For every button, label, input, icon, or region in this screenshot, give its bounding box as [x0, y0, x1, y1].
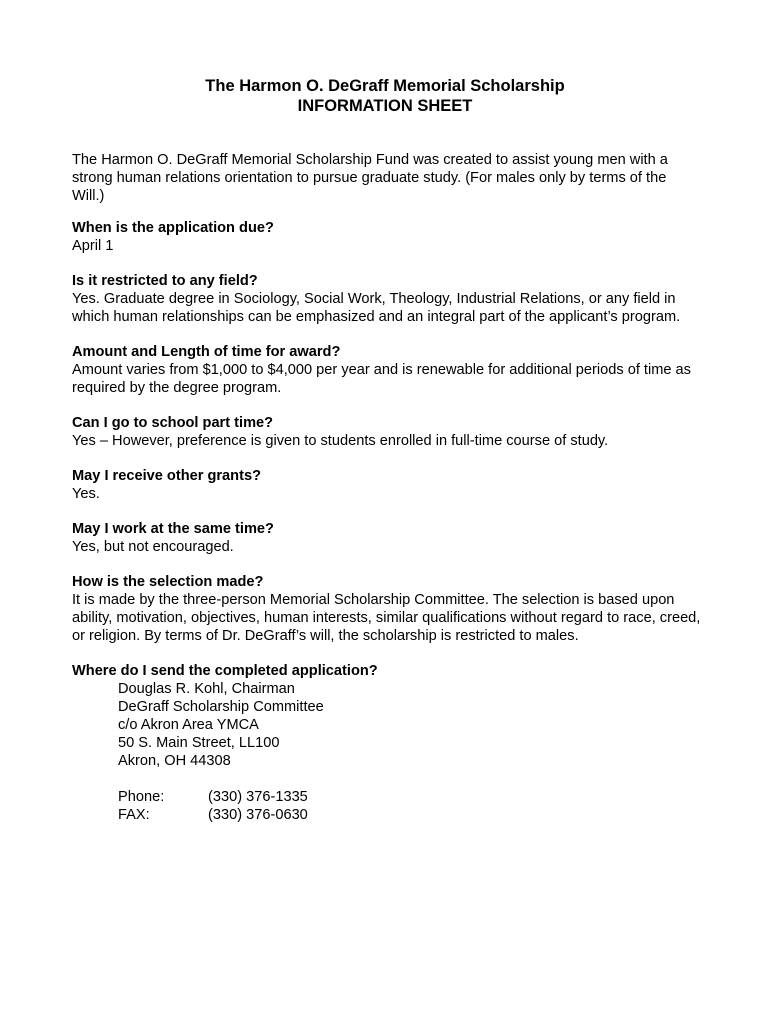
fax-row [118, 806, 702, 824]
question: May I work at the same time? [72, 521, 274, 537]
fax-label: FAX: [118, 807, 150, 823]
answer: April 1 [72, 238, 114, 254]
contact-info [118, 788, 702, 824]
answer: Yes. [72, 486, 100, 502]
qa-item-work [72, 520, 702, 556]
question: Is it restricted to any field? [72, 273, 258, 289]
question: Can I go to school part time? [72, 415, 274, 431]
qa-item-due-date [72, 219, 702, 255]
question: Where do I send the completed application? [72, 663, 378, 679]
question: How is the selection made? [72, 574, 264, 590]
phone-row [118, 788, 702, 806]
qa-item-other-grants [72, 467, 702, 503]
phone-label: Phone: [118, 789, 165, 805]
answer: Yes – However, preference is given to students enrolled in full-time course of study. [72, 433, 609, 449]
question: May I receive other grants? [72, 468, 261, 484]
document-body [72, 151, 702, 841]
qa-item-selection [72, 573, 702, 645]
address-line: c/o Akron Area YMCA [118, 717, 259, 733]
question: When is the application due? [72, 220, 274, 236]
intro-paragraph: The Harmon O. DeGraff Memorial Scholarship Fund was created to assist young men with a strong human relations orientation to pursue graduate study. (For males only by terms of the Will.) [72, 152, 668, 204]
document-title: The Harmon O. DeGraff Memorial Scholarship [205, 77, 565, 95]
address-line: DeGraff Scholarship Committee [118, 699, 324, 715]
address-line: Akron, OH 44308 [118, 753, 231, 769]
answer: It is made by the three-person Memorial Scholarship Committee. The selection is based upon ability, motivation, objectives, human interests, similar qualifications without regard to race, creed, or religion. By terms of Dr. DeGraff’s will, the scholarship is restricted to males. [72, 592, 701, 644]
answer: Yes, but not encouraged. [72, 539, 234, 555]
fax-number: (330) 376-0630 [208, 807, 308, 823]
qa-item-award-amount [72, 343, 702, 397]
qa-item-part-time [72, 414, 702, 450]
address-line: 50 S. Main Street, LL100 [118, 735, 280, 751]
document-header [0, 76, 770, 116]
mailing-address [118, 680, 702, 770]
qa-item-send-application [72, 662, 702, 824]
phone-number: (330) 376-1335 [208, 789, 308, 805]
question: Amount and Length of time for award? [72, 344, 341, 360]
qa-item-field-restriction [72, 272, 702, 326]
answer: Yes. Graduate degree in Sociology, Social Work, Theology, Industrial Relations, or any field in which human relationships can be emphasized and an integral part of the applicant’s program. [72, 291, 681, 325]
answer: Amount varies from $1,000 to $4,000 per year and is renewable for additional periods of time as required by the degree program. [72, 362, 691, 396]
address-line: Douglas R. Kohl, Chairman [118, 681, 295, 697]
document-subtitle: INFORMATION SHEET [297, 97, 473, 115]
